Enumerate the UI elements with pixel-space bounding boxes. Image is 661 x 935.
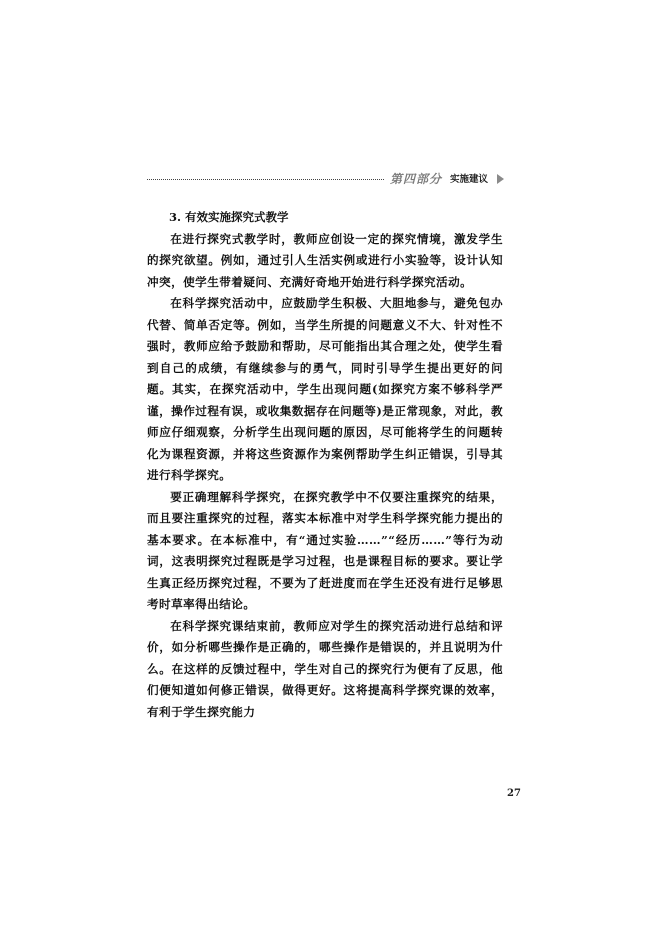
running-header	[147, 170, 507, 190]
right-triangle-icon	[497, 174, 504, 184]
paragraph-1: 在进行探究式教学时，教师应创设一定的探究情境，激发学生的探究欲望。例如，通过引人生活实例或进行小实验等，设计认知冲突，使学生带着疑问、充满好奇地开始进行科学探究活动。	[147, 231, 503, 289]
paragraph-4: 在科学探究课结束前，教师应对学生的探究活动进行总结和评价，如分析哪些操作是正确的，哪些操作是错误的，并且说明为什么。在这样的反馈过程中，学生对自己的探究行为便有了反思，他们便知道如何修正错误，做得更好。这将提高科学探究课的效率，有利于学生探究能力	[147, 618, 503, 719]
paragraph-2: 在科学探究活动中，应鼓励学生积极、大胆地参与，避免包办代替、简单否定等。例如，当学生所提的问题意义不大、针对性不强时，教师应给予鼓励和帮助，尽可能指出其合理之处，使学生看到自己的成绩，有继续参与的勇气，同时引导学生提出更好的问题。其实，在探究活动中，学生出现问题(如探究方案不够科学严谨，操作过程有误，或收集数据存在问题等)是正常现象，对此，教师应仔细观察，分析学生出现问题的原因，尽可能将学生的问题转化为课程资源，并将这些资源作为案例帮助学生纠正错误，引导其进行科学探究。	[147, 296, 503, 482]
page-number: 27	[507, 788, 521, 799]
header-part-label: 第四部分	[390, 172, 443, 186]
header-dotted-rule	[147, 179, 384, 180]
paragraph-3: 要正确理解科学探究，在探究教学中不仅要注重探究的结果，而且要注重探究的过程，落实本标准中对学生科学探究能力提出的基本要求。在本标准中，有“通过实验……”“经历……”等行为动词，这表明探究过程既是学习过程，也是课程目标的要求。要让学生真正经历探究过程，不要为了赶进度而在学生还没有进行足够思考时草率得出结论。	[147, 489, 503, 611]
header-subsection-label: 实施建议	[450, 174, 489, 185]
body-text	[147, 207, 503, 723]
section-heading: 3. 有效实施探究式教学	[169, 210, 289, 224]
